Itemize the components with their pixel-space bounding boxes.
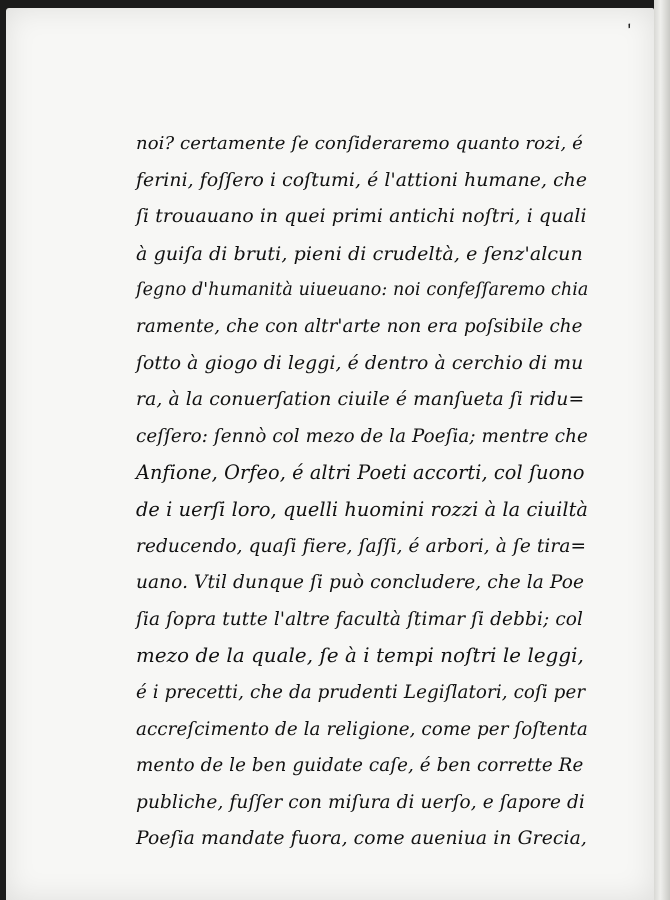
text-line: ſi trouauano in quei primi antichi noſtri, i quali <box>136 206 587 228</box>
text-line: mento de le ben guidate caſe, é ben corrette Re <box>136 755 584 777</box>
text-line: mezo de la quale, ſe à i tempi noſtri le leggi, <box>136 644 584 668</box>
body-text <box>136 126 589 858</box>
text-line: ceſſero: ſennò col mezo de la Poeſia; mentre che <box>136 425 588 447</box>
text-line: accreſcimento de la religione, come per ſoſtenta <box>136 718 588 740</box>
text-line: ſia ſopra tutte l'altre facultà ſtimar ſi debbi; col <box>136 608 584 630</box>
text-line: noi? certamente ſe conſideraremo quanto rozi, é <box>136 133 583 154</box>
text-line: à guiſa di bruti, pieni di crudeltà, e ſenz'alcun <box>136 242 583 265</box>
text-line: ramente, che con altr'arte non era poſsibile che <box>136 315 583 337</box>
text-line: Poeſia mandate fuora, come aueniua in Grecia, <box>136 828 587 850</box>
corner-mark: ʹ <box>626 21 635 44</box>
page-edge <box>654 0 670 900</box>
text-line: uano. Vtil dunque ſi può concludere, che la Poe <box>136 572 584 594</box>
text-line: ſegno d'humanità uiueuano: noi confeſſaremo chia <box>136 280 589 301</box>
text-line: ferini, foſſero i coſtumi, é l'attioni humane, che <box>136 169 588 191</box>
text-line: Anfione, Orfeo, é altri Poeti accorti, col ſuono <box>136 461 585 485</box>
text-line: publiche, fuſſer con miſura di uerſo, e ſapore di <box>136 791 585 813</box>
text-line: ſotto à giogo di leggi, é dentro à cerchio di mu <box>136 352 584 374</box>
text-line: ra, à la conuerſation ciuile é manſueta ſi ridu= <box>136 389 585 411</box>
text-line: reducendo, quaſi fiere, ſaſſi, é arbori, à ſe tira= <box>136 535 587 557</box>
text-line: de i uerſi loro, quelli huomini rozzi à la ciuiltà <box>136 497 589 521</box>
text-line: é i precetti, che da prudenti Legiſlatori, coſi per <box>136 681 586 703</box>
